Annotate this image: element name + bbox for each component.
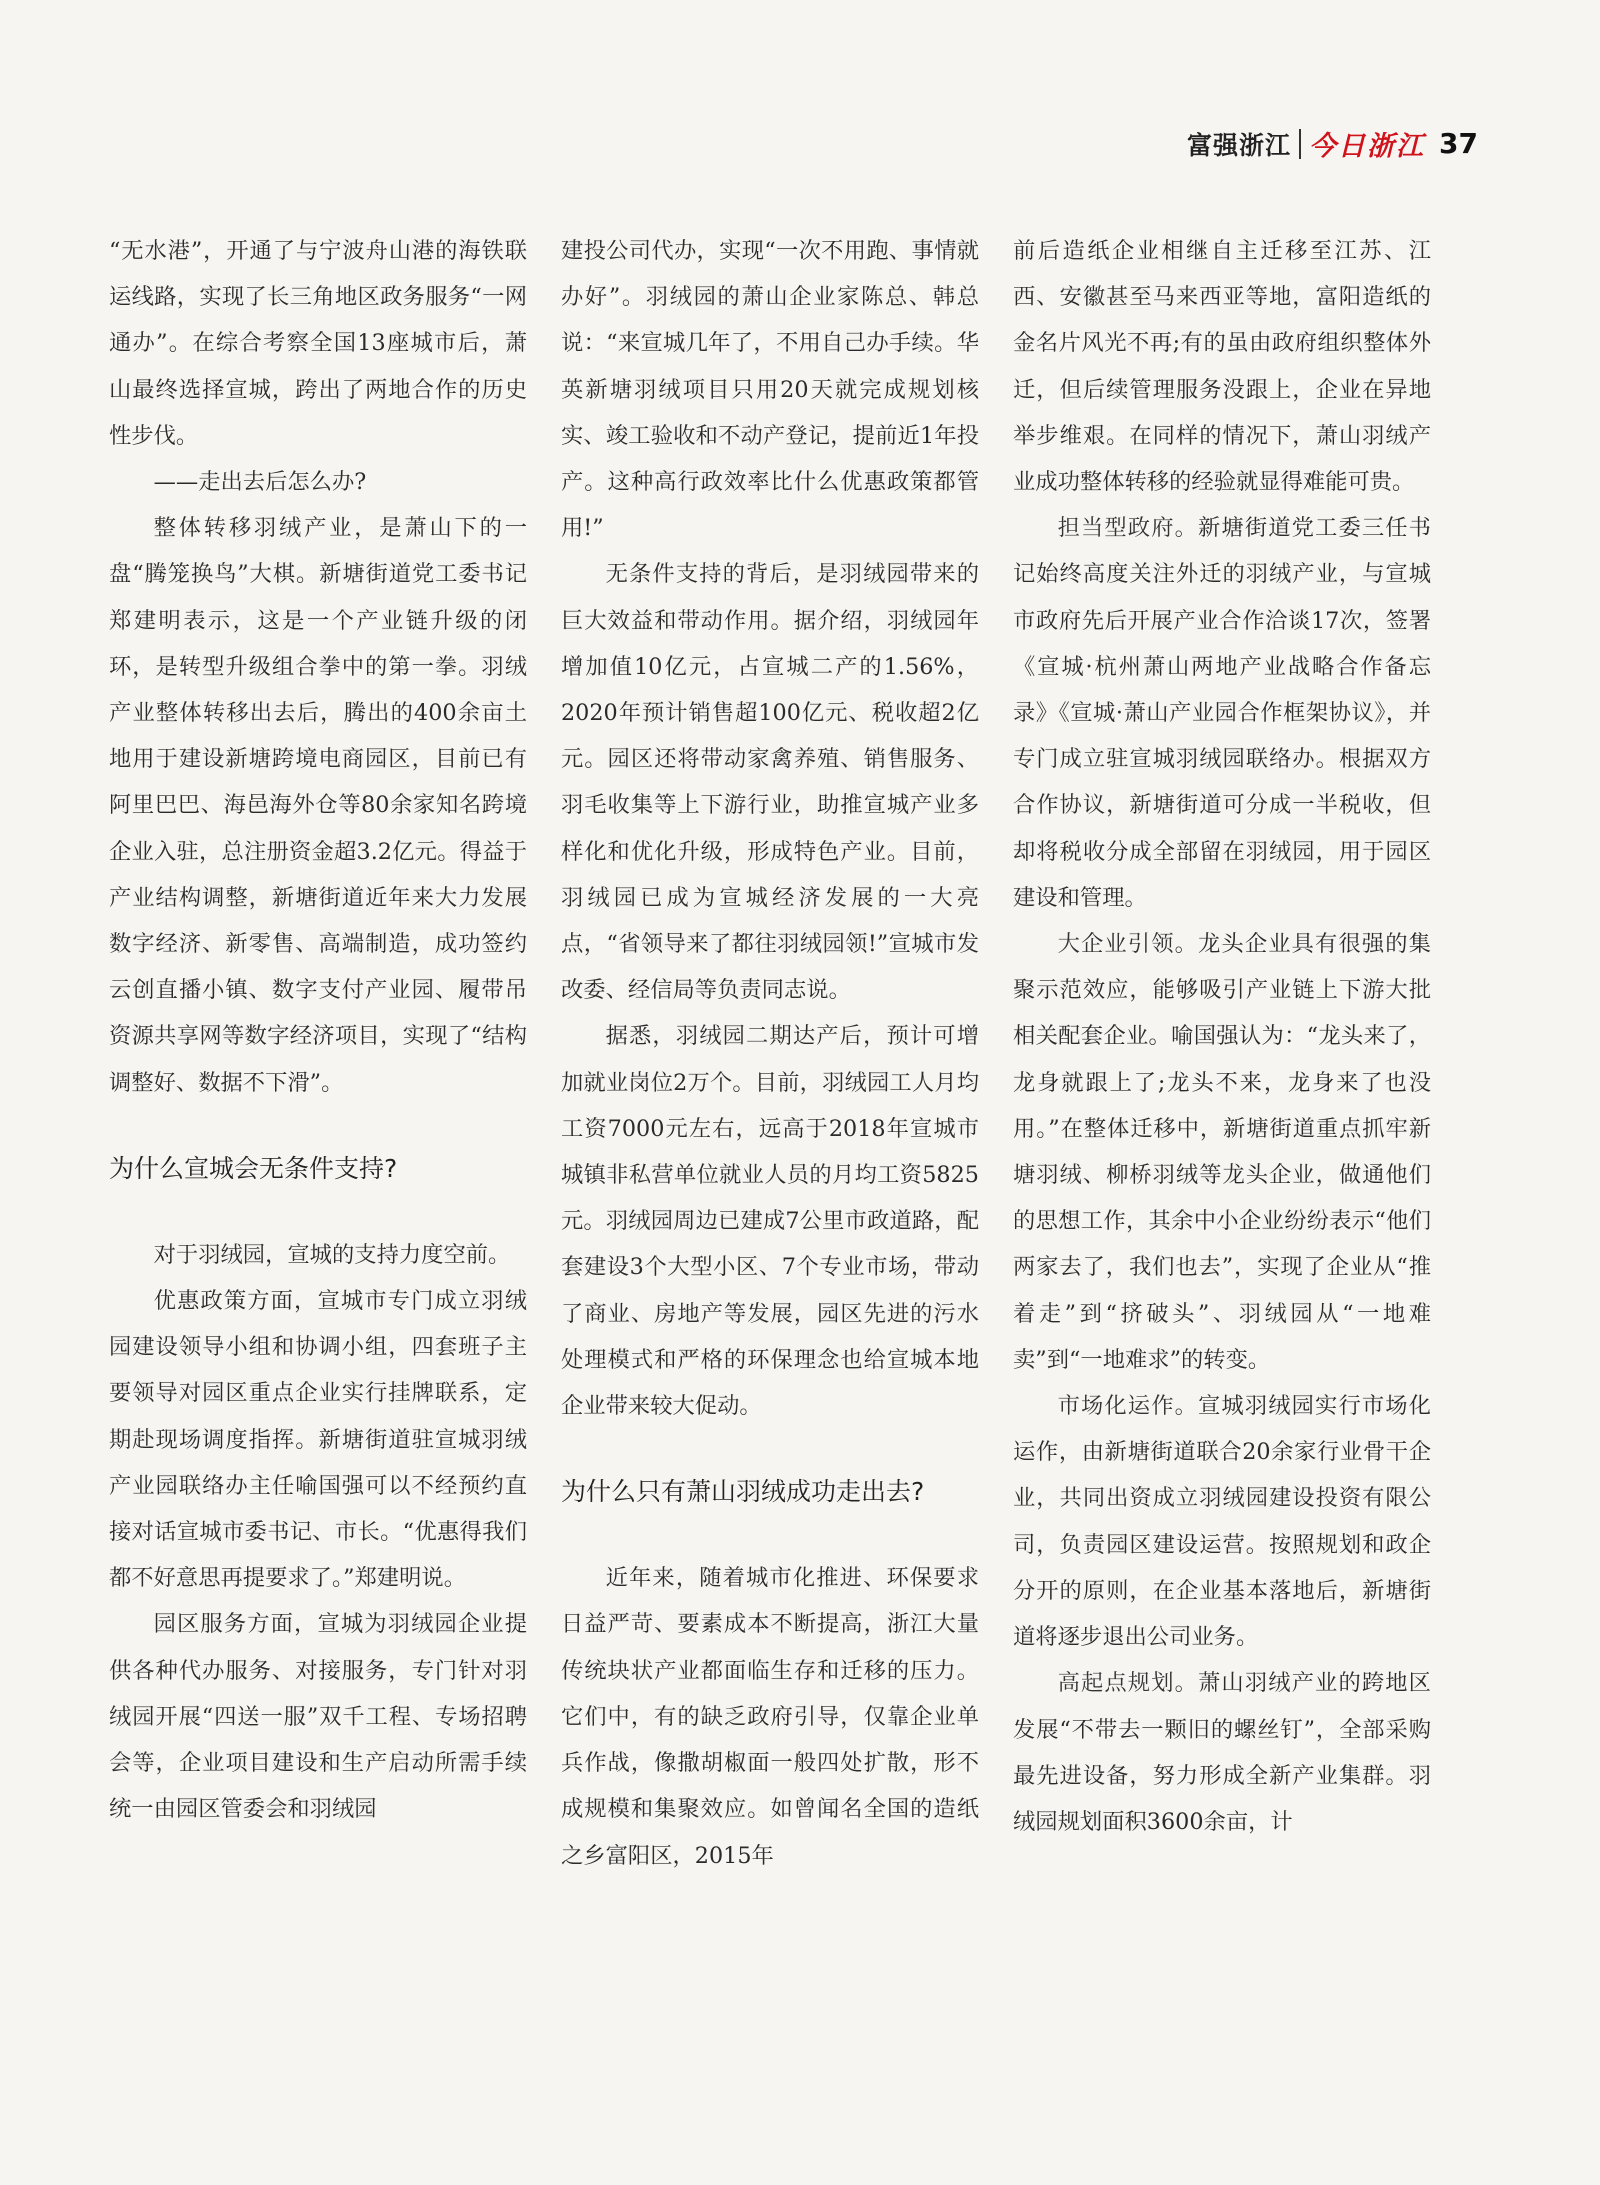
paragraph <box>1013 1383 1431 1660</box>
paragraph-text: 龙头企业具有很强的集聚示范效应，能够吸引产业链上下游大批相关配套企业。喻国强认为：“龙头来了，龙身就跟上了;龙头不来，龙身来了也没用。”在整体迁移中，新塘街道重点抓牢新塘羽绒、柳桥羽绒等龙头企业，做通他们的思想工作，其余中小企业纷纷表示“他们两家去了，我们也去”，实现了企业从“推着走”到“挤破头”、羽绒园从“一地难卖”到“一地难求”的转变。 <box>1013 931 1431 1373</box>
header-divider <box>1299 129 1301 159</box>
paragraph: 近年来，随着城市化推进、环保要求日益严苛、要素成本不断提高，浙江大量传统块状产业都面临生存和迁移的压力。它们中，有的缺乏政府引导，仅靠企业单兵作战，像撒胡椒面一般四处扩散，形不成规模和集聚效应。如曾闻名全国的造纸之乡富阳区，2015年 <box>561 1565 979 1869</box>
paragraph: 整体转移羽绒产业，是萧山下的一盘“腾笼换鸟”大棋。新塘街道党工委书记郑建明表示，这是一个产业链升级的闭环，是转型升级组合拳中的第一拳。羽绒产业整体转移出去后，腾出的400余亩土地用于建设新塘跨境电商园区，目前已有阿里巴巴、海邑海外仓等80余家知名跨境企业入驻，总注册资金超3.2亿元。得益于产业结构调整，新塘街道近年来大力发展数字经济、新零售、高端制造，成功签约云创直播小镇、数字支付产业园、履带吊资源共享网等数字经济项目，实现了“结构调整好、数据不下滑”。 <box>109 515 527 1096</box>
page-number: 37 <box>1439 127 1478 160</box>
paragraph <box>1013 1660 1431 1845</box>
paragraph: ——走出去后怎么办? <box>153 469 367 496</box>
lead-phrase: 大企业引领。 <box>1057 931 1199 958</box>
paragraph: 对于羽绒园，宣城的支持力度空前。 <box>153 1241 511 1268</box>
paragraph <box>1013 921 1431 1383</box>
section-heading: 为什么只有萧山羽绒成功走出去? <box>561 1477 925 1507</box>
paragraph <box>1013 505 1431 921</box>
paragraph-text: 新塘街道党工委三任书记始终高度关注外迁的羽绒产业，与宣城市政府先后开展产业合作洽谈17次，签署《宣城·杭州萧山两地产业战略合作备忘录》《宣城·萧山产业园合作框架协议》，并专门成立驻宣城羽绒园联络办。根据双方合作协议，新塘街道可分成一半税收，但却将税收分成全部留在羽绒园，用于园区建设和管理。 <box>1013 515 1431 911</box>
section-title: 富强浙江 <box>1187 130 1292 160</box>
paragraph: 园区服务方面，宣城为羽绒园企业提供各种代办服务、对接服务，专门针对羽绒园开展“四送一服”双千工程、专场招聘会等，企业项目建设和生产启动所需手续统一由园区管委会和羽绒园 <box>109 1611 527 1823</box>
paragraph-text: 宣城羽绒园实行市场化运作，由新塘街道联合20余家行业骨干企业，共同出资成立羽绒园建设投资有限公司，负责园区建设运营。按照规划和政企分开的原则，在企业基本落地后，新塘街道将逐步退出公司业务。 <box>1013 1393 1431 1651</box>
column-3 <box>1013 228 1431 1845</box>
section-heading: 为什么宣城会无条件支持? <box>109 1153 398 1183</box>
paragraph: 无条件支持的背后，是羽绒园带来的巨大效益和带动作用。据介绍，羽绒园年增加值10亿元，占宣城二产的1.56%，2020年预计销售超100亿元、税收超2亿元。园区还将带动家禽养殖、销售服务、羽毛收集等上下游行业，助推宣城产业多样化和优化升级，形成特色产业。目前，羽绒园已成为宣城经济发展的一大亮点，“省领导来了都往羽绒园领!”宣城市发改委、经信局等负责同志说。 <box>561 561 979 1004</box>
magazine-logo: 今日浙江 <box>1309 131 1426 162</box>
page-header <box>1187 124 1478 163</box>
column-2 <box>561 228 979 1879</box>
lead-phrase: 市场化运作。 <box>1057 1393 1199 1420</box>
lead-phrase: 高起点规划。 <box>1057 1670 1199 1697</box>
lead-phrase: 担当型政府。 <box>1057 515 1199 542</box>
paragraph-text: 萧山羽绒产业的跨地区发展“不带去一颗旧的螺丝钉”，全部采购最先进设备，努力形成全新产业集群。羽绒园规划面积3600余亩，计 <box>1013 1670 1431 1835</box>
paragraph: 优惠政策方面，宣城市专门成立羽绒园建设领导小组和协调小组，四套班子主要领导对园区重点企业实行挂牌联系，定期赴现场调度指挥。新塘街道驻宣城羽绒产业园联络办主任喻国强可以不经预约直接对话宣城市委书记、市长。“优惠得我们都不好意思再提要求了。”郑建明说。 <box>109 1288 527 1592</box>
paragraph: 建投公司代办，实现“一次不用跑、事情就办好”。羽绒园的萧山企业家陈总、韩总说：“来宣城几年了，不用自己办手续。华英新塘羽绒项目只用20天就完成规划核实、竣工验收和不动产登记，提前近1年投产。这种高行政效率比什么优惠政策都管用!” <box>561 238 979 542</box>
paragraph: 前后造纸企业相继自主迁移至江苏、江西、安徽甚至马来西亚等地，富阳造纸的金名片风光不再;有的虽由政府组织整体外迁，但后续管理服务没跟上，企业在异地举步维艰。在同样的情况下，萧山羽绒产业成功整体转移的经验就显得难能可贵。 <box>1013 238 1431 496</box>
paragraph: 据悉，羽绒园二期达产后，预计可增加就业岗位2万个。目前，羽绒园工人月均工资7000元左右，远高于2018年宣城市城镇非私营单位就业人员的月均工资5825元。羽绒园周边已建成7公里市政道路，配套建设3个大型小区、7个专业市场，带动了商业、房地产等发展，园区先进的污水处理模式和严格的环保理念也给宣城本地企业带来较大促动。 <box>561 1023 979 1420</box>
column-1 <box>109 228 527 1833</box>
paragraph: “无水港”，开通了与宁波舟山港的海铁联运线路，实现了长三角地区政务服务“一网通办”。在综合考察全国13座城市后，萧山最终选择宣城，跨出了两地合作的历史性步伐。 <box>109 238 527 449</box>
